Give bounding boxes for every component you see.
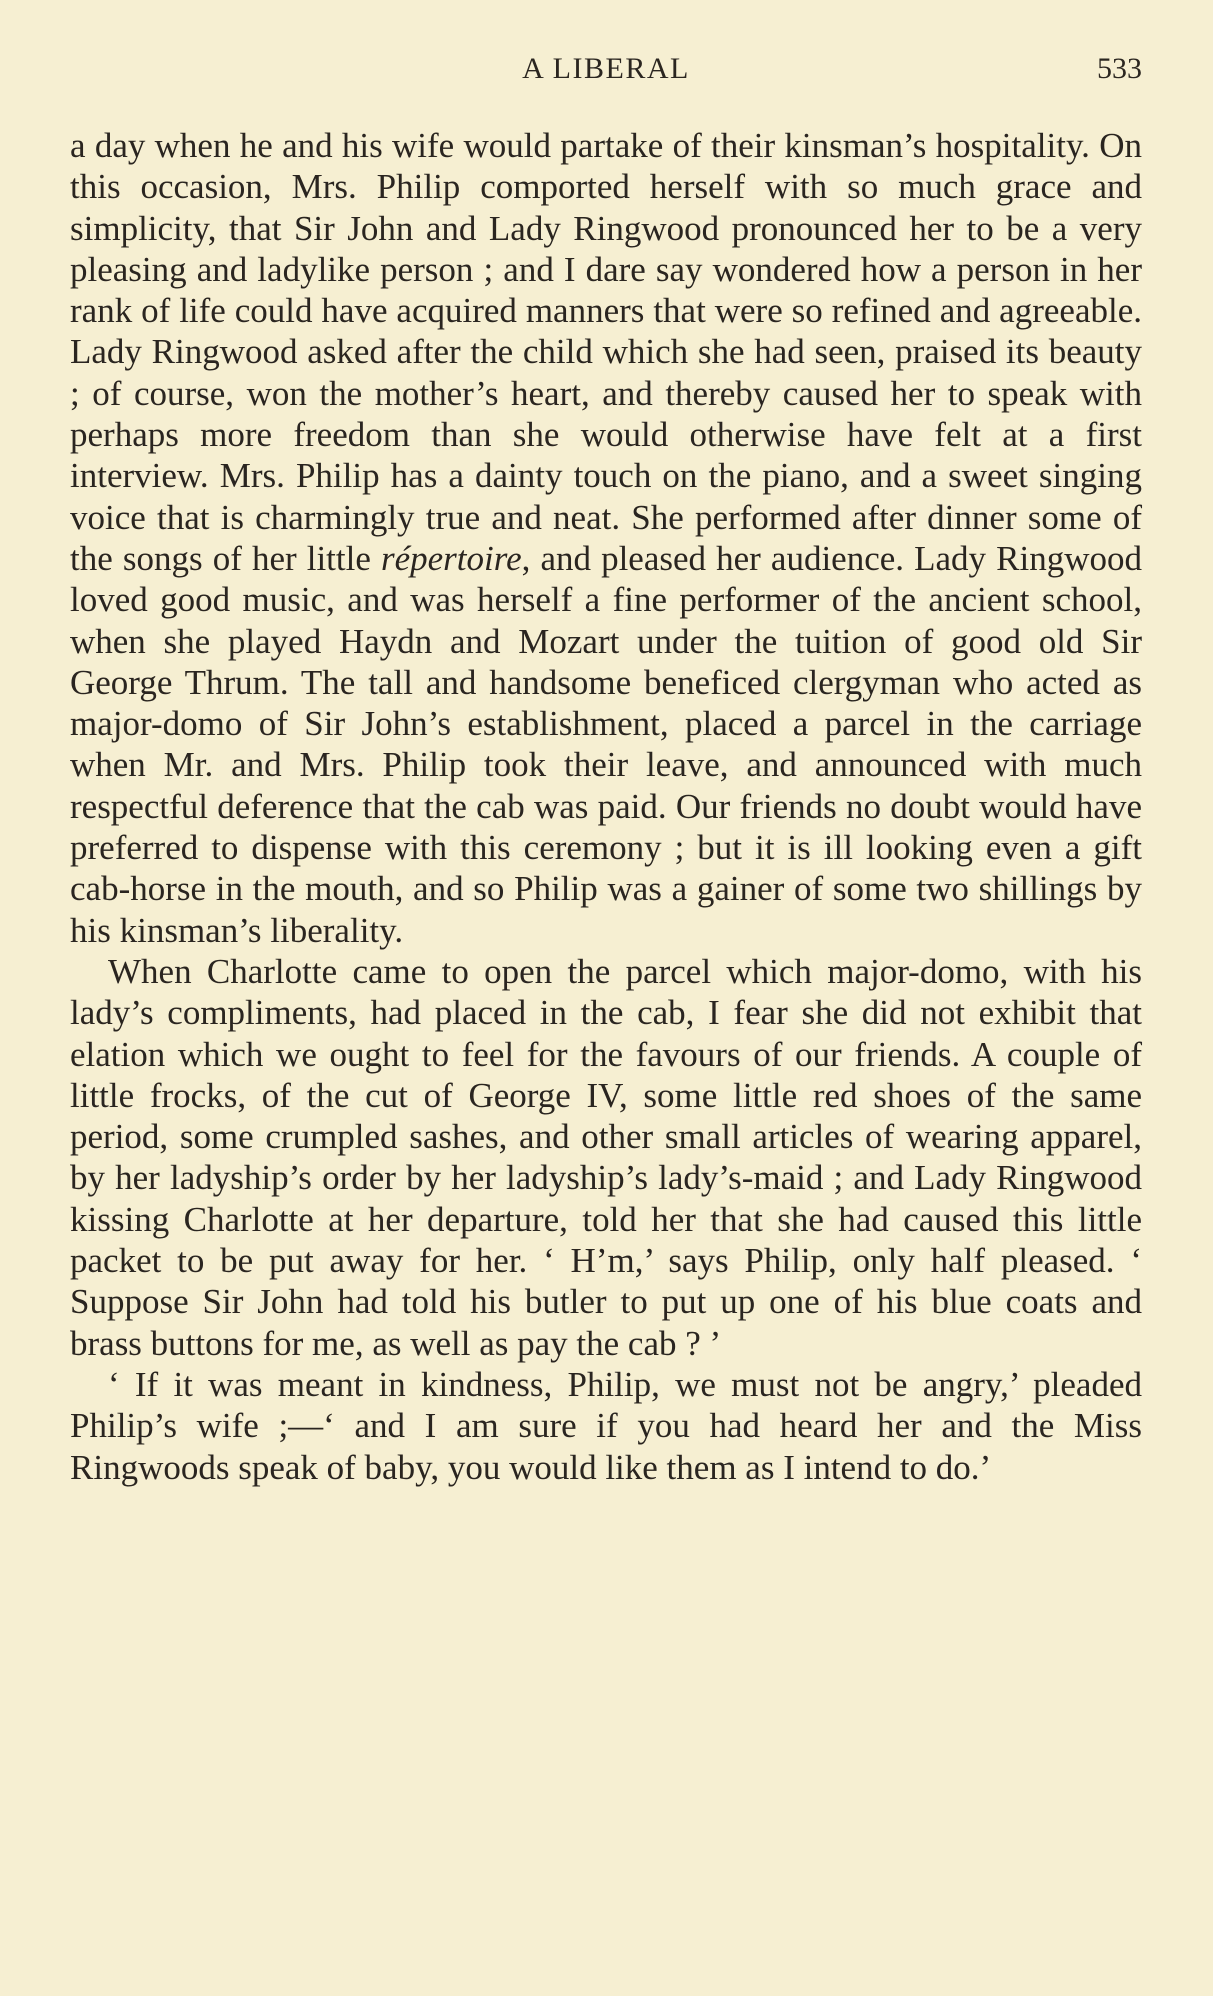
paragraph-2: When Charlotte came to open the parcel which major-domo, with his lady’s compliments, had placed in the cab, I fear she did not exhibit that elation which we ought to feel for the favours of our friends. A couple of little frocks, of the cut of George IV, some little red shoes of the same period, some crumpled sashes, and other small articles of wearing apparel, by her ladyship’s order by her ladyship’s lady’s-maid ; and Lady Ringwood kissing Charlotte at her departure, told her that she had caused this little packet to be put away for her. ‘ H’m,’ says Philip, only half pleased. ‘ Suppose Sir John had told his butler to put up one of his blue coats and brass buttons for me, as well as pay the cab ? ’ (70, 951, 1142, 1363)
running-head: A LIBERAL (522, 52, 690, 85)
paragraph-1 (70, 125, 1142, 951)
page-header (70, 52, 1142, 96)
paragraph-1-text-b: , and pleased her audience. Lady Ringwood loved good music, and was herself a fine performer of the ancient school, when she played Haydn and Mozart under the tuition of good old Sir George Thrum. The tall and handsome beneficed clergyman who acted as major-domo of Sir John’s establishment, placed a parcel in the carriage when Mr. and Mrs. Philip took their leave, and announced with much respectful deference that the cab was paid. Our friends no doubt would have preferred to dispense with this ceremony ; but it is ill looking even a gift cab-horse in the mouth, and so Philip was a gainer of some two shillings by his kinsman’s liberality. (70, 538, 1142, 950)
paragraph-3: ‘ If it was meant in kindness, Philip, we must not be angry,’ pleaded Philip’s wife ;—‘ and I am sure if you had heard her and the Miss Ringwoods speak of baby, you would like them as I intend to do.’ (70, 1364, 1142, 1487)
paragraph-1-text-a: a day when he and his wife would partake of their kinsman’s hospitality. On this occasion, Mrs. Philip comported herself with so much grace and simplicity, that Sir John and Lady Ringwood pronounced her to be a very pleasing and ladylike person ; and I dare say wondered how a person in her rank of life could have acquired manners that were so refined and agreeable. Lady Ringwood asked after the child which she had seen, praised its beauty ; of course, won the mother’s heart, and thereby caused her to speak with perhaps more freedom than she would otherwise have felt at a first interview. Mrs. Philip has a dainty touch on the piano, and a sweet singing voice that is charmingly true and neat. She performed after dinner some of the songs of her little (70, 126, 1142, 578)
body-text (70, 125, 1142, 1488)
italic-repertoire: répertoire (380, 538, 522, 578)
page-number: 533 (1097, 52, 1142, 85)
